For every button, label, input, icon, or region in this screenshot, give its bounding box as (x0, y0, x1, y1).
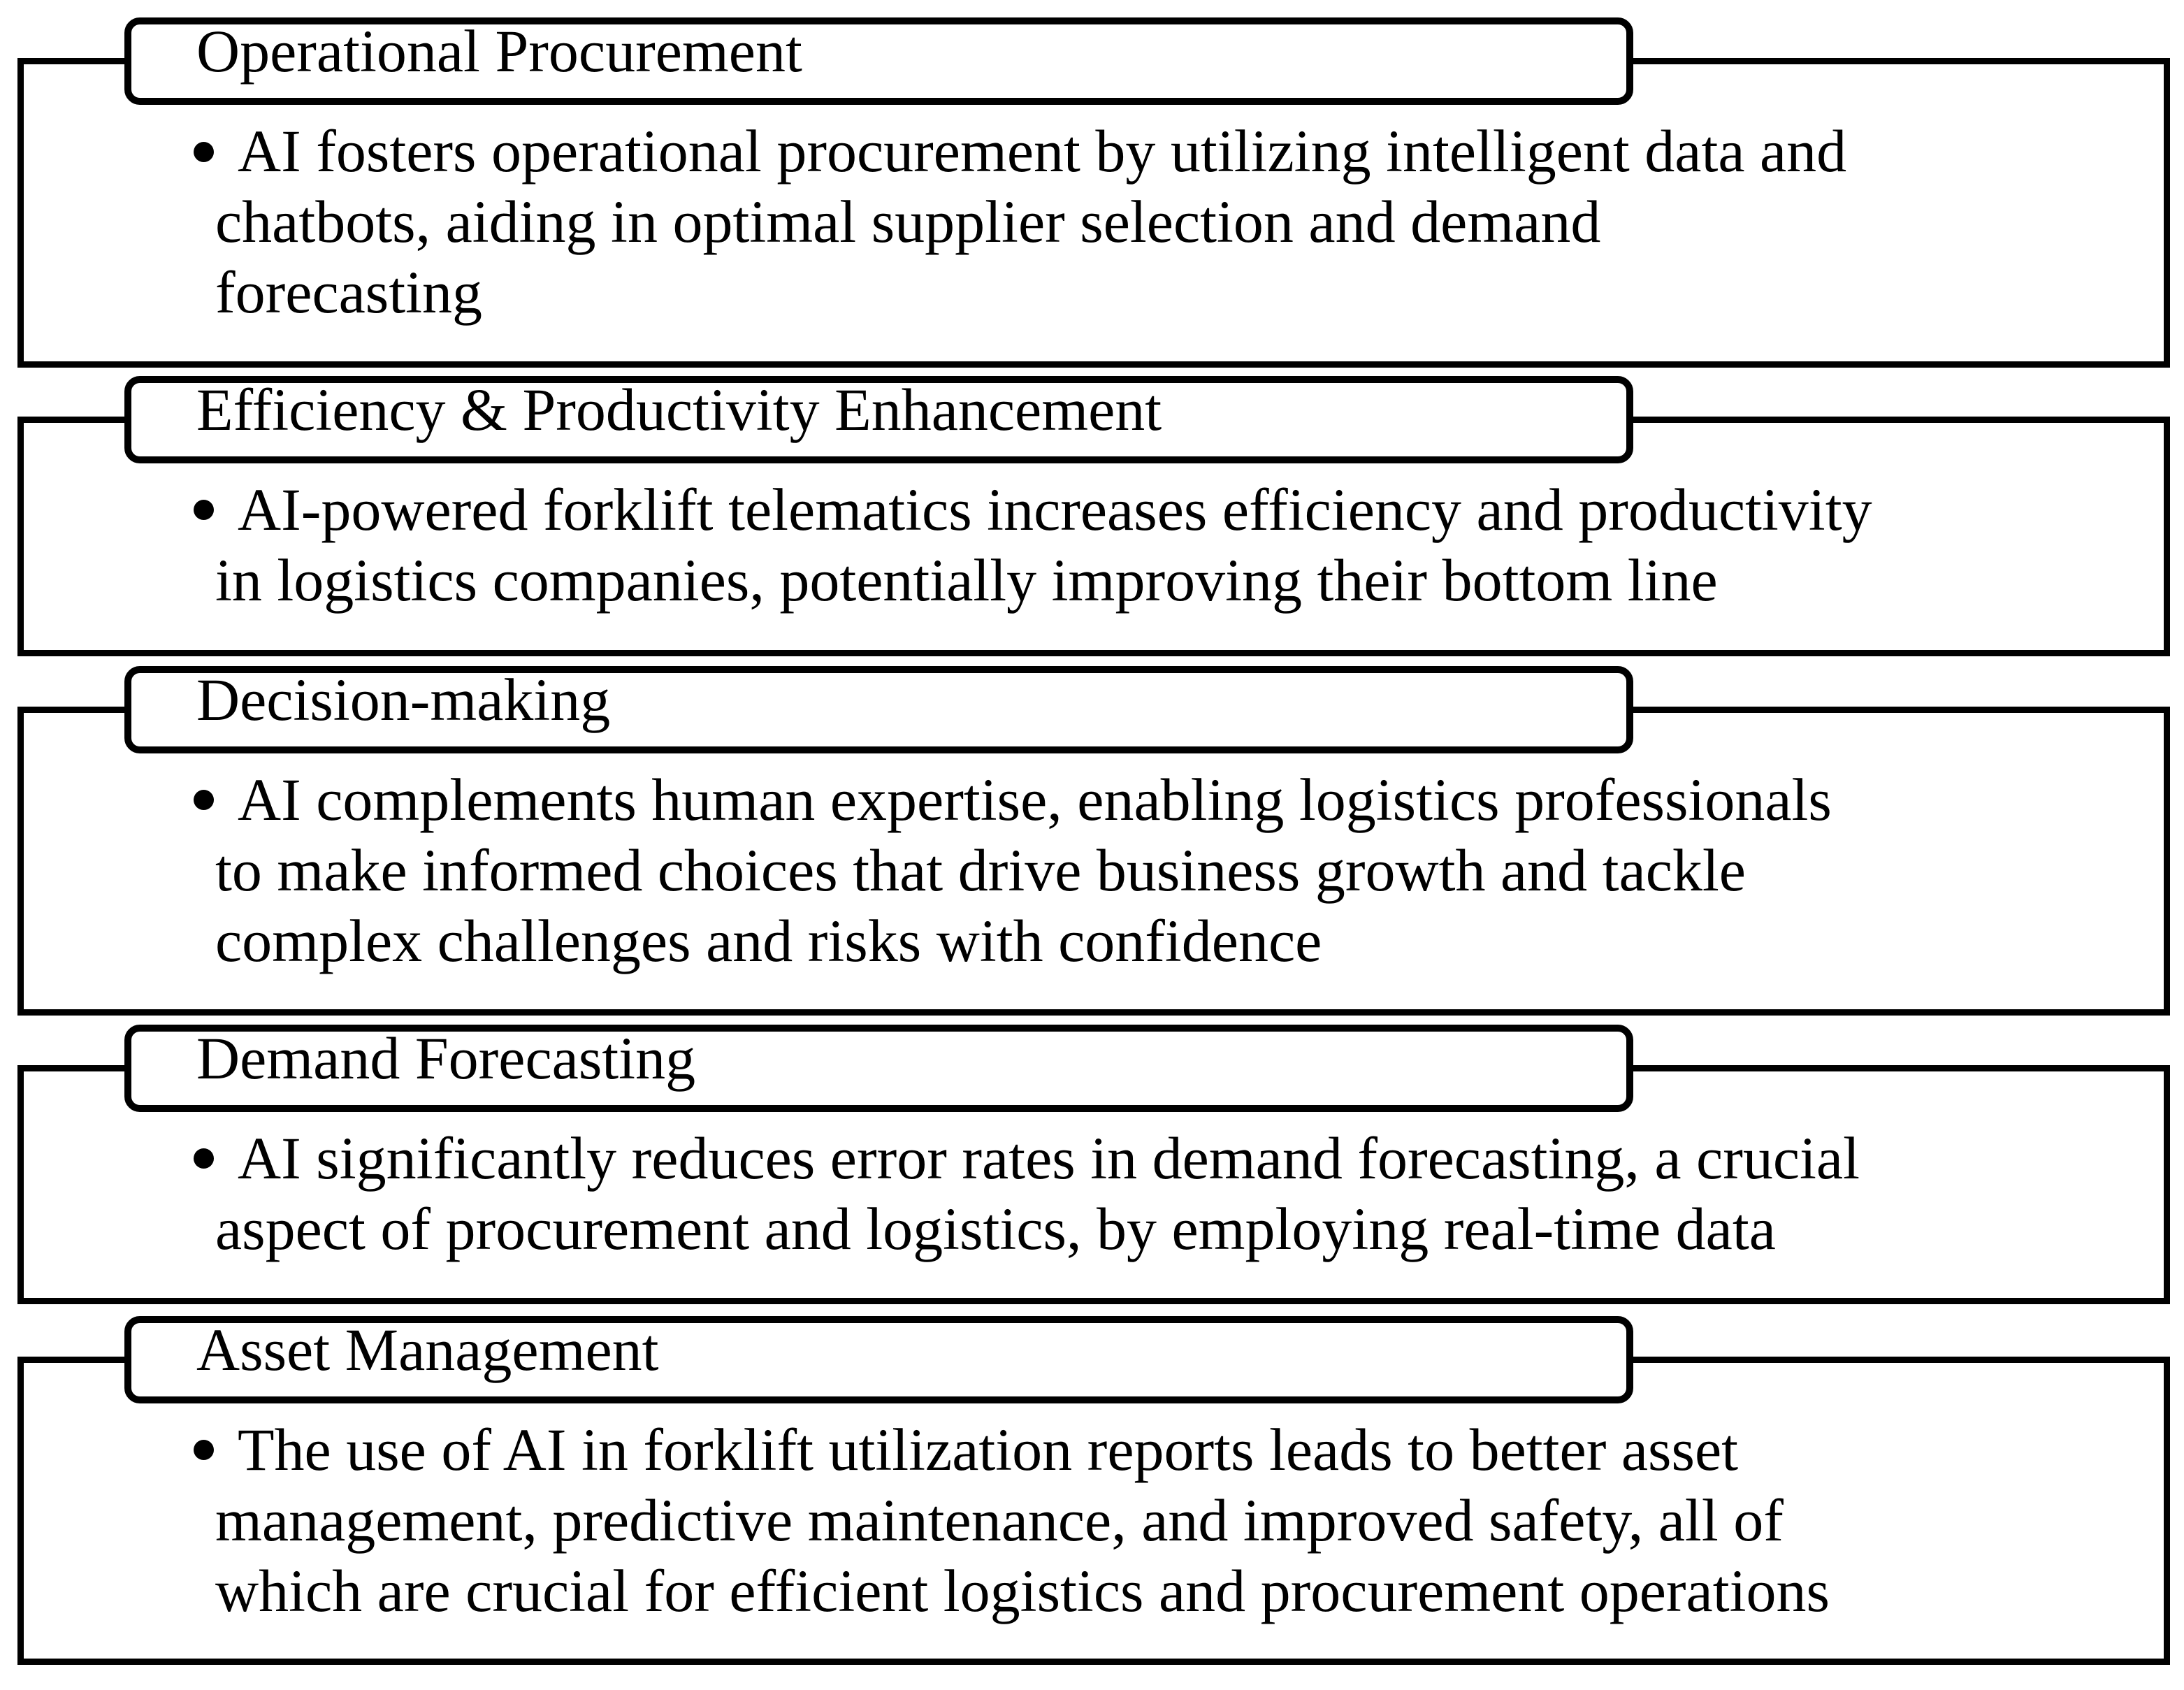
bullet-text-line: to make informed choices that drive business growth and tackle (215, 837, 1746, 904)
bullet-text-line: management, predictive maintenance, and improved safety, all of (215, 1487, 1784, 1554)
bullet-text-line: AI fosters operational procurement by utilizing intelligent data and (238, 117, 1847, 185)
section-title: Asset Management (196, 1316, 659, 1383)
bullet-dot-icon (194, 790, 214, 810)
section-title: Decision-making (196, 666, 611, 733)
bullet-dot-icon (194, 500, 214, 520)
bullet-text-line: which are crucial for efficient logistics and procurement operations (215, 1557, 1830, 1624)
bullet-text-line: in logistics companies, potentially improving their bottom line (215, 547, 1718, 614)
bullet-text-line: chatbots, aiding in optimal supplier selection and demand (215, 188, 1601, 255)
bullet-text-line: AI complements human expertise, enabling logistics professionals (238, 766, 1832, 833)
section-header (124, 376, 1633, 463)
bullet-text-line: AI significantly reduces error rates in demand forecasting, a crucial (238, 1125, 1860, 1192)
section-header (124, 17, 1633, 105)
bullet-text-line: aspect of procurement and logistics, by employing real-time data (215, 1195, 1776, 1262)
bullet-text-line: forecasting (215, 259, 483, 326)
bullet-text-line: The use of AI in forklift utilization reports leads to better asset (238, 1416, 1739, 1483)
section-title: Efficiency & Productivity Enhancement (196, 376, 1162, 443)
bullet-dot-icon (194, 1440, 214, 1460)
section-header (124, 1316, 1633, 1403)
bullet-dot-icon (194, 142, 214, 162)
section-title: Operational Procurement (196, 17, 802, 85)
section-header (124, 1025, 1633, 1112)
bullet-text-line: AI-powered forklift telematics increases efficiency and productivity (238, 476, 1872, 543)
section-title: Demand Forecasting (196, 1025, 696, 1092)
bullet-dot-icon (194, 1148, 214, 1169)
section-header (124, 666, 1633, 753)
bullet-text-line: complex challenges and risks with confidence (215, 907, 1322, 974)
